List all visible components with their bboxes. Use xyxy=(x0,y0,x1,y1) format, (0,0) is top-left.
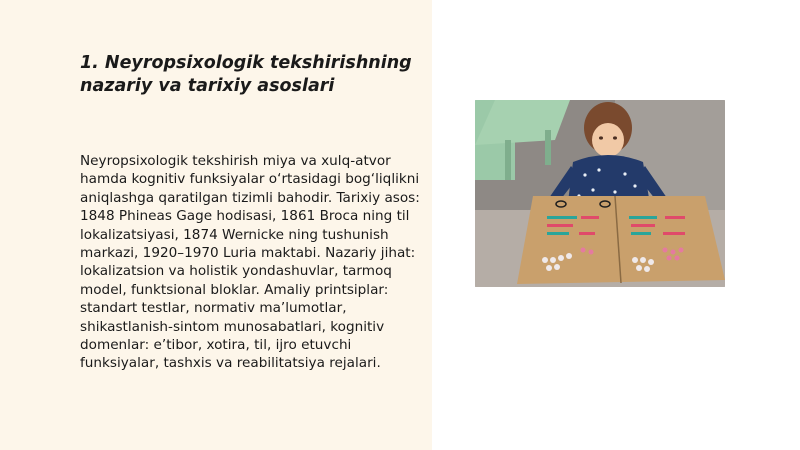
child-with-sorting-board-photo-icon xyxy=(475,100,725,287)
photo xyxy=(475,100,725,287)
title-line-1: 1. Neyropsixologik tekshirishning xyxy=(80,53,412,73)
slide-title xyxy=(80,52,420,98)
title-line-2: nazariy va tarixiy asoslari xyxy=(80,76,335,96)
slide-body-text: Neyropsixologik tekshirish miya va xulq-atvor hamda kognitiv funksiyalar o‘rtasidagi bog‘liqlikni aniqlashga qaratilgan tizimli bahodir. Tarixiy asos: 1848 Phineas Gage hodisasi, 1861 Broca ning til lokalizatsiyasi, 1874 Wernicke ning tushunish markazi, 1920–1970 Luria maktabi. Nazariy jihat: lokalizatsion va holistik yondashuvlar, tarmoq model, funktsional bloklar. Amaliy printsiplar: standart testlar, normativ ma’lumotlar, shikastlanish-sintom munosabatlari, kognitiv domenlar: e’tibor, xotira, til, ijro etuvchi funksiyalar, tashxis va reabilitatsiya rejalari. xyxy=(80,153,420,372)
